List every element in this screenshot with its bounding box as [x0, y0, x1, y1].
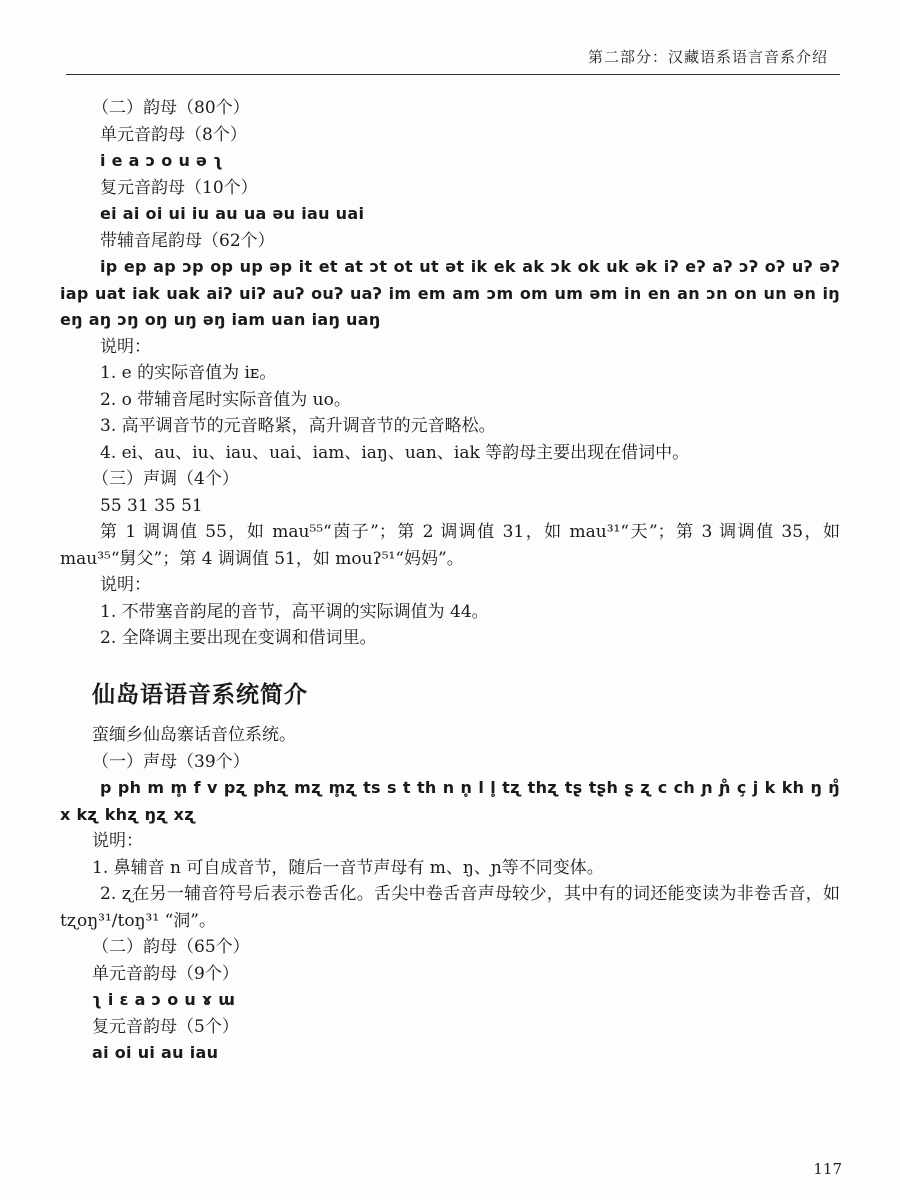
- tones-list: 55 31 35 51: [100, 495, 203, 516]
- tones-note-item: 2. 全降调主要出现在变调和借词里。: [100, 628, 377, 648]
- initials-list: p ph m m̥ f v pʐ phʐ mʐ m̥ʐ ts s t th n n̥ l l̥ tʐ thʐ tʂ tʂh ʂ ʐ c ch ɲ ɲ̊ ç j k kh ŋ ŋ̊ x kʐ khʐ ŋʐ xʐ: [60, 778, 840, 824]
- section-mono-list: ʅ i ɛ a ɔ o u ɤ ɯ: [92, 990, 236, 1009]
- tones-note-item: 1. 不带塞音韵尾的音节，高平调的实际调值为 44。: [100, 601, 489, 622]
- note-item: 3. 高平调音节的元音略紧，高升调音节的元音略松。: [100, 416, 496, 436]
- tones-heading: （三）声调（4个）: [92, 469, 239, 489]
- coda-heading: 带辅音尾韵母（62个）: [100, 230, 275, 251]
- section-intro: 蛮缅乡仙岛寨话音位系统。: [92, 725, 296, 745]
- header-title: 第二部分：汉藏语系语言音系介绍: [587, 48, 828, 66]
- mono-list: i e a ɔ o u ə ʅ: [100, 151, 224, 170]
- section-note-item: 1. 鼻辅音 n 可自成音节，随后一音节声母有 m、ŋ、ɲ等不同变体。: [92, 857, 604, 878]
- diph-heading: 复元音韵母（10个）: [100, 177, 258, 198]
- tones-description: 第 1 调调值 55，如 mau⁵⁵“茵子”；第 2 调调值 31，如 mau³¹“天”；第 3 调调值 35，如 mau³⁵“舅父”；第 4 调调值 51，如 mouʔ⁵¹“妈妈”。: [60, 522, 840, 569]
- section-diph-list: ai oi ui au iau: [92, 1043, 219, 1062]
- section-notes-label: 说明：: [92, 831, 143, 851]
- page-number: 117: [813, 1160, 842, 1178]
- section-diph-heading: 复元音韵母（5个）: [92, 1016, 239, 1037]
- coda-list: ip ep ap ɔp op up əp it et at ɔt ot ut ət ik ek ak ɔk ok uk ək iʔ eʔ aʔ ɔʔ oʔ uʔ əʔ iap uat iak uak aiʔ uiʔ auʔ ouʔ uaʔ im em am ɔm om um əm in en an ɔn on un ən iŋ eŋ aŋ ɔŋ oŋ uŋ əŋ iam uan iaŋ uaŋ: [60, 257, 840, 329]
- section-note-item: 2. ʐ在另一辅音符号后表示卷舌化。舌尖中卷舌音声母较少，其中有的词还能变读为非卷舌音，如 tʐoŋ³¹/toŋ³¹ “洞”。: [60, 884, 840, 931]
- note-item: 4. ei、au、iu、iau、uai、iam、iaŋ、uan、iak 等韵母主要出现在借词中。: [100, 442, 690, 463]
- diph-list: ei ai oi ui iu au ua əu iau uai: [100, 204, 365, 223]
- initials-heading: （一）声母（39个）: [92, 751, 250, 772]
- note-item: 1. e 的实际音值为 iᴇ。: [100, 363, 277, 383]
- mono-heading: 单元音韵母（8个）: [100, 124, 247, 145]
- finals-heading: （二）韵母（80个）: [92, 98, 250, 118]
- tones-notes-label: 说明：: [100, 575, 151, 595]
- section-title: 仙岛语语音系统简介: [92, 681, 308, 708]
- section-finals-heading: （二）韵母（65个）: [92, 937, 250, 957]
- page-body: [60, 95, 840, 1067]
- note-item: 2. o 带辅音尾时实际音值为 uo。: [100, 389, 351, 410]
- notes-label: 说明：: [100, 336, 151, 357]
- running-header: [66, 0, 840, 75]
- section-mono-heading: 单元音韵母（9个）: [92, 963, 239, 984]
